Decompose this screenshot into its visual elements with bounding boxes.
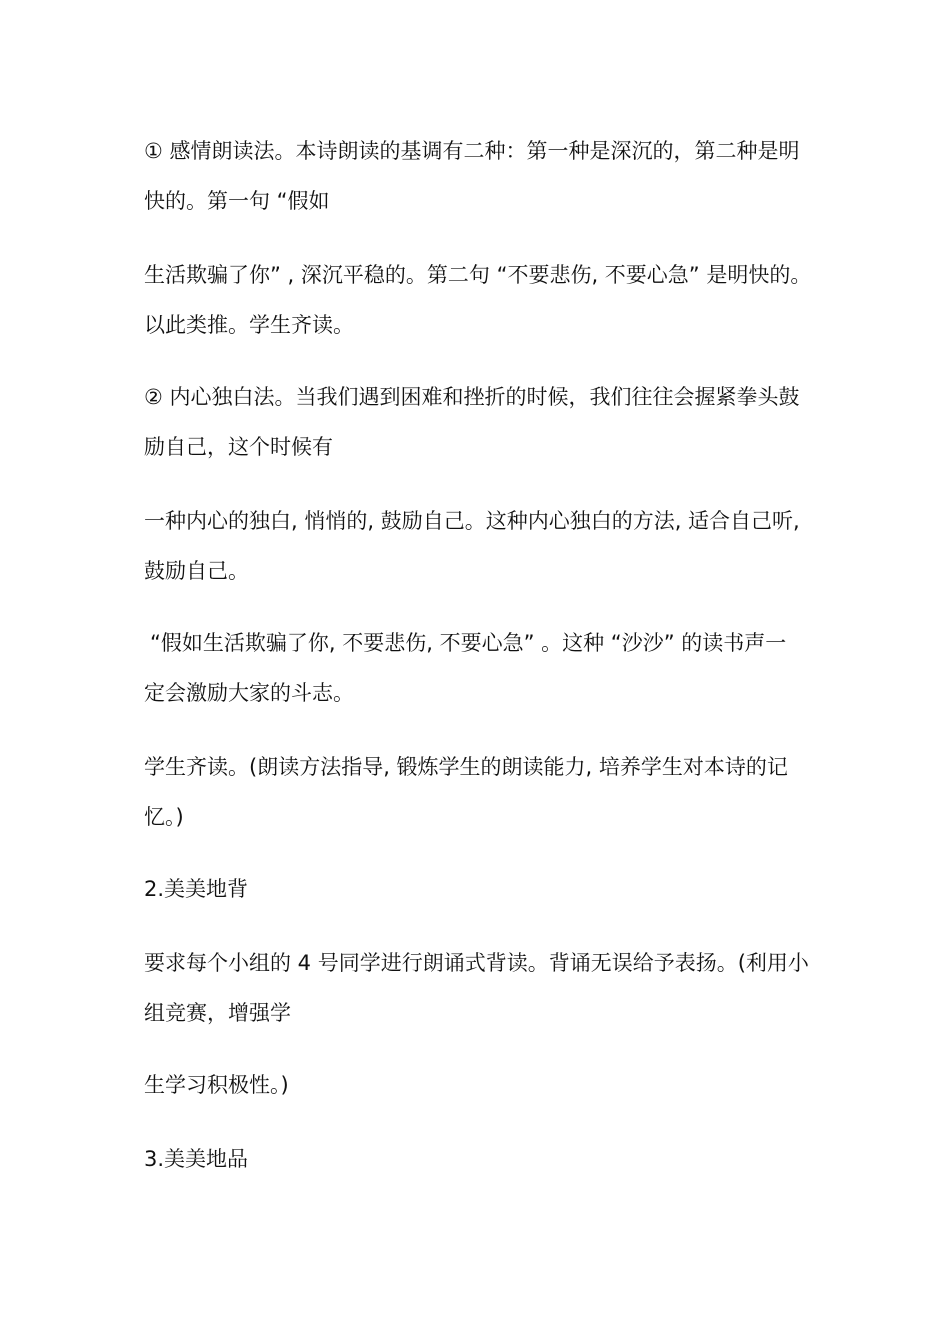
text-line: 学生齐读。(朗读方法指导, 锻炼学生的朗读能力, 培养学生对本诗的记	[144, 755, 788, 779]
text-line: 快的。第一句 “假如	[144, 189, 330, 213]
text-line: 要求每个小组的 4 号同学进行朗诵式背读。背诵无误给予表扬。(利用小	[144, 951, 809, 975]
text-line: 定会激励大家的斗志。	[144, 681, 354, 705]
text-line: 鼓励自己。	[144, 559, 249, 583]
section-heading: 2.美美地背	[144, 877, 249, 901]
text-line: ② 内心独白法。当我们遇到困难和挫折的时候，我们往往会握紧拳头鼓	[144, 385, 800, 409]
text-line: “假如生活欺骗了你, 不要悲伤, 不要心急” 。这种 “沙沙” 的读书声一	[150, 631, 787, 655]
text-line: ① 感情朗读法。本诗朗读的基调有二种：第一种是深沉的，第二种是明	[144, 139, 800, 163]
text-line: 励自己，这个时候有	[144, 435, 333, 459]
text-line: 组竞赛，增强学	[144, 1001, 291, 1025]
text-line: 生活欺骗了你” , 深沉平稳的。第二句 “不要悲伤, 不要心急” 是明快的。	[144, 263, 812, 287]
section-heading: 3.美美地品	[144, 1147, 249, 1171]
text-line: 以此类推。学生齐读。	[144, 313, 354, 337]
text-line: 一种内心的独白, 悄悄的, 鼓励自己。这种内心独白的方法, 适合自己听,	[144, 509, 800, 533]
text-line: 忆。)	[144, 805, 184, 829]
text-line: 生学习积极性。)	[144, 1073, 289, 1097]
